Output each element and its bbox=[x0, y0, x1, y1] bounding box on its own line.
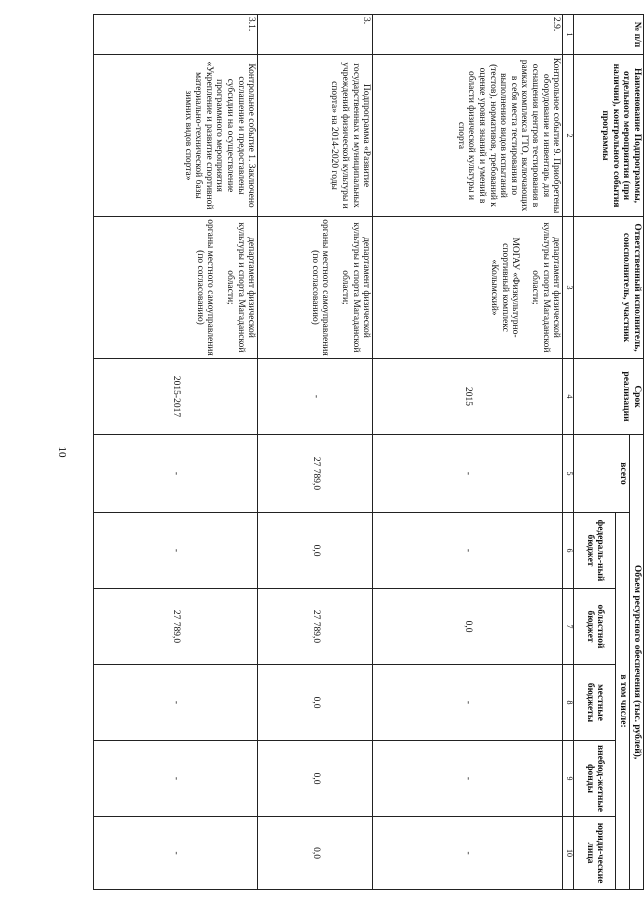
row-num: 3.1. bbox=[94, 15, 258, 55]
col-number: 1 bbox=[563, 15, 574, 55]
row-regional: 27 789,0 bbox=[258, 589, 373, 665]
col-number: 8 bbox=[563, 665, 574, 741]
col-number: 2 bbox=[563, 55, 574, 217]
row-local: 0,0 bbox=[258, 665, 373, 741]
header-term: Срок реализации bbox=[574, 359, 644, 435]
executor-primary: департамент физической культуры и спорта Магаданской области; bbox=[340, 222, 372, 353]
header-executor: Ответственный исполнитель, соисполнитель, участник bbox=[574, 217, 644, 359]
executor-primary: департамент физической культуры и спорта Магаданской области; bbox=[530, 222, 562, 353]
table-row bbox=[373, 15, 563, 890]
header-name: Наименование Подпрограммы, отдельного мероприятия (при наличии), контрольного события программы bbox=[574, 55, 644, 217]
row-local: - bbox=[373, 665, 563, 741]
executor-primary: департамент физической культуры и спорта Магаданской области; bbox=[225, 222, 257, 353]
row-regional: 0,0 bbox=[373, 589, 563, 665]
row-legal: - bbox=[94, 817, 258, 890]
row-federal: 0,0 bbox=[258, 513, 373, 589]
row-term: 2015-2017 bbox=[94, 359, 258, 435]
col-number: 4 bbox=[563, 359, 574, 435]
col-number: 9 bbox=[563, 741, 574, 817]
header-volume: Объем ресурсного обеспечения (тыс. рублей), bbox=[630, 435, 644, 890]
header-offbudget: внебюд-жетные фонды bbox=[574, 741, 616, 817]
row-offbudget: - bbox=[373, 741, 563, 817]
table-row bbox=[258, 15, 373, 890]
header-federal: федераль-ный бюджет bbox=[574, 513, 616, 589]
resource-table bbox=[93, 14, 644, 890]
row-legal: 0,0 bbox=[258, 817, 373, 890]
row-federal: - bbox=[373, 513, 563, 589]
col-number: 7 bbox=[563, 589, 574, 665]
row-num: 2.9. bbox=[373, 15, 563, 55]
executor-secondary: органы местного самоуправления (по согласованию) bbox=[194, 219, 216, 356]
row-executor bbox=[94, 217, 258, 359]
executor-secondary: органы местного самоуправления (по согласованию) bbox=[309, 219, 331, 356]
row-executor bbox=[373, 217, 563, 359]
header-num: № п/п bbox=[574, 15, 644, 55]
row-offbudget: 0,0 bbox=[258, 741, 373, 817]
rotated-table-container bbox=[96, 14, 644, 889]
row-num: 3. bbox=[258, 15, 373, 55]
header-regional: областной бюджет bbox=[574, 589, 616, 665]
table-row bbox=[94, 15, 258, 890]
row-local: - bbox=[94, 665, 258, 741]
row-term: - bbox=[258, 359, 373, 435]
row-regional: 27 789,0 bbox=[94, 589, 258, 665]
col-number: 10 bbox=[563, 817, 574, 890]
col-number: 6 bbox=[563, 513, 574, 589]
page-number: 10 bbox=[56, 446, 68, 458]
row-name: Контрольное событие 1. Заключено соглашение и предоставлены субсидии на осуществление программного мероприятия «Укрепление и развитие спортивной материально-технической базы зимних видов спорта» bbox=[94, 55, 258, 217]
row-total: - bbox=[373, 435, 563, 513]
row-offbudget: - bbox=[94, 741, 258, 817]
executor-secondary: МОГАУ «Физкультурно-спортивный комплекс «Колымский» bbox=[489, 237, 521, 338]
row-name: Подпрограмма «Развитие государственных и муниципальных учреждений физической культуры и спорта» на 2014-2020 годы bbox=[258, 55, 373, 217]
row-legal: - bbox=[373, 817, 563, 890]
header-including: в том числе: bbox=[616, 513, 630, 890]
row-name: Контрольное событие 9. Приобретены оборудование и инвентарь для оснащения центров тестирования в рамках комплекса ГТО, включающих в себя места тестирования по выполнению видов испытаний (тестов), нормативов, требований к оценке уровня знаний и умений в области физической культуры и спорта bbox=[373, 55, 563, 217]
row-term: 2015 bbox=[373, 359, 563, 435]
header-local: местные бюджеты bbox=[574, 665, 616, 741]
col-number: 5 bbox=[563, 435, 574, 513]
row-executor bbox=[258, 217, 373, 359]
table-viewport bbox=[96, 14, 644, 889]
row-total: - bbox=[94, 435, 258, 513]
row-federal: - bbox=[94, 513, 258, 589]
col-number: 3 bbox=[563, 217, 574, 359]
header-total: всего bbox=[574, 435, 630, 513]
row-total: 27 789,0 bbox=[258, 435, 373, 513]
header-legal: юриди-ческие лица bbox=[574, 817, 616, 890]
